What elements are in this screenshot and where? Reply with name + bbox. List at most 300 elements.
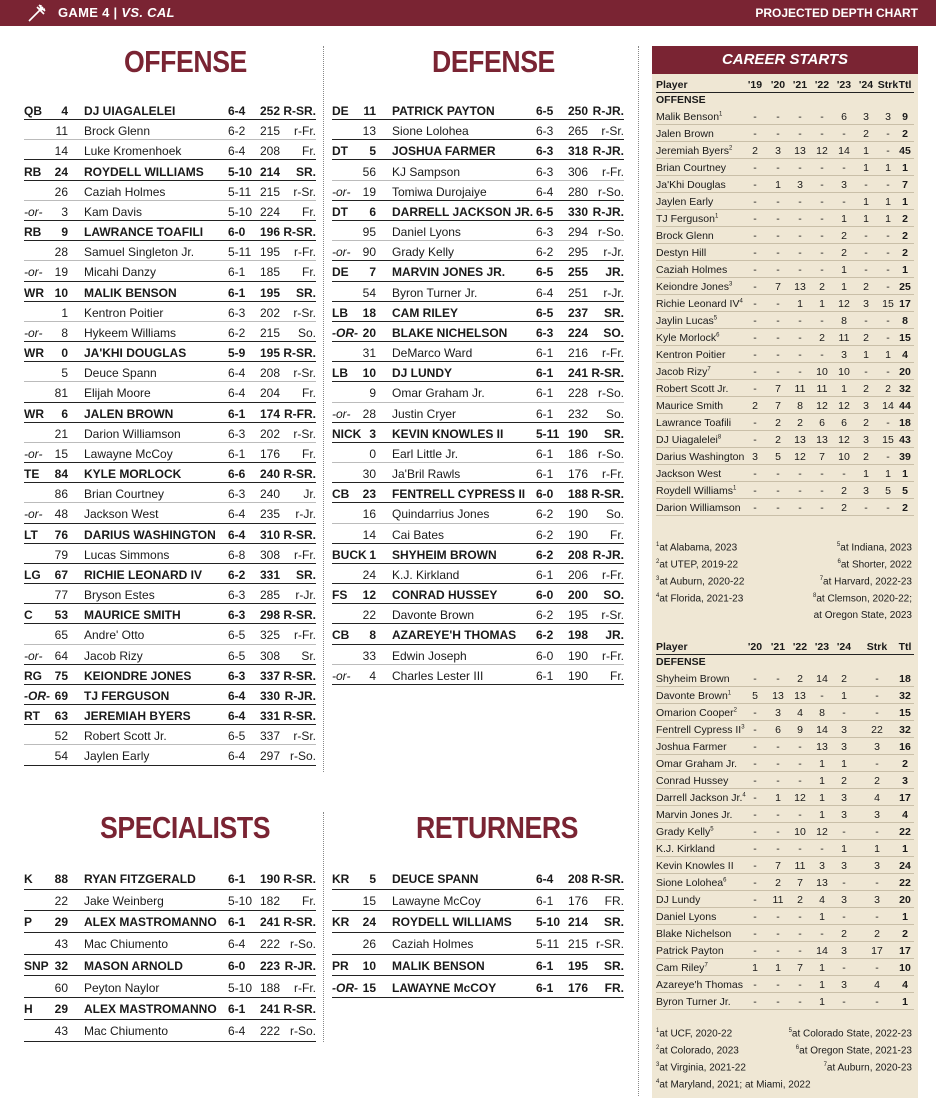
player-name: MASON ARNOLD: [84, 958, 183, 973]
footnote-marker: 4: [656, 593, 660, 599]
player-height: 6-0: [228, 225, 246, 240]
depth-row: [332, 161, 624, 181]
career-player-name: Roydell Williams$^1$: [656, 485, 737, 497]
starts-value: 18: [899, 673, 911, 685]
starts-value: -: [820, 162, 824, 174]
jersey-number: 28: [54, 245, 68, 260]
starts-value: -: [886, 230, 890, 242]
starts-value: -: [875, 707, 879, 719]
depth-row: [24, 282, 316, 302]
career-starts-row: [656, 499, 914, 516]
depth-row: [24, 933, 316, 955]
footnote: [814, 610, 912, 621]
starts-value: 14: [838, 145, 850, 157]
player-height: 6-4: [228, 527, 246, 542]
player-height: 6-4: [228, 688, 246, 703]
starts-value: 3: [874, 894, 880, 906]
starts-value: -: [776, 162, 780, 174]
player-height: 6-5: [228, 729, 246, 744]
player-weight: 331: [260, 567, 281, 582]
player-class: r-So.: [289, 749, 316, 764]
defense-heading: DEFENSE: [432, 44, 555, 79]
player-height: 6-4: [228, 937, 246, 952]
player-name: AZAREYE'H THOMAS: [392, 628, 517, 643]
starts-value: -: [798, 349, 802, 361]
player-weight: 195: [260, 285, 281, 300]
depth-row: [24, 955, 316, 977]
starts-value: -: [875, 877, 879, 889]
jersey-number: 22: [362, 608, 376, 623]
player-weight: 252: [260, 104, 281, 118]
depth-row: [332, 524, 624, 544]
starts-value: 2: [841, 775, 847, 787]
starts-value: -: [820, 111, 824, 123]
depth-row: [332, 322, 624, 342]
starts-value: 3: [874, 741, 880, 753]
career-player-name: Kyle Morlock$^6$: [656, 332, 720, 344]
starts-value: 1: [841, 213, 847, 225]
player-class: R-SR.: [283, 668, 316, 683]
starts-value: 39: [899, 451, 911, 463]
starts-value: 1: [841, 690, 847, 702]
starts-value: -: [776, 468, 780, 480]
career-starts-row: [656, 448, 914, 465]
career-player-name: Joshua Farmer: [656, 741, 727, 753]
player-class: R-FR.: [284, 406, 316, 421]
starts-value: -: [842, 196, 846, 208]
player-class: SR.: [603, 958, 624, 973]
starts-value: 1: [863, 468, 869, 480]
starts-value: 2: [797, 673, 803, 685]
starts-value: 3: [797, 179, 803, 191]
footnote-marker: 6: [723, 877, 727, 884]
footnote: [656, 1079, 811, 1090]
depth-row: [332, 100, 624, 120]
career-starts-row: [656, 993, 914, 1010]
starts-value: 2: [863, 451, 869, 463]
footnote: [656, 1028, 732, 1039]
player-class: Fr.: [302, 144, 316, 159]
depth-row: [24, 624, 316, 644]
player-class: R-SR.: [283, 346, 316, 361]
starts-value: -: [776, 758, 780, 770]
depth-row: [332, 362, 624, 382]
jersey-number: 16: [362, 507, 376, 522]
starts-value: 3: [874, 860, 880, 872]
player-name: TJ FERGUSON: [84, 688, 170, 703]
footnote-marker: 6: [716, 332, 720, 339]
player-name: LAWAYNE McCOY: [392, 980, 497, 995]
player-weight: 237: [568, 305, 589, 320]
depth-row: [332, 911, 624, 933]
column-header: Player: [656, 641, 688, 653]
starts-value: -: [798, 213, 802, 225]
player-class: r-Sr.: [293, 366, 316, 381]
starts-value: -: [776, 502, 780, 514]
starts-value: -: [820, 485, 824, 497]
player-name: Peyton Naylor: [84, 980, 160, 995]
jersey-number: 19: [54, 265, 68, 280]
career-player-name: Keiondre Jones$^3$: [656, 281, 733, 293]
footnote-text: at Colorado State, 2022-23: [791, 1028, 912, 1040]
player-class: r-Fr.: [294, 124, 316, 139]
footnote-marker: 3: [741, 724, 745, 731]
footnote-marker: 5: [710, 826, 714, 833]
starts-value: 1: [863, 349, 869, 361]
starts-value: -: [842, 877, 846, 889]
starts-value: -: [753, 826, 757, 838]
starts-value: 11: [794, 383, 806, 395]
starts-value: 14: [816, 945, 828, 957]
starts-value: -: [842, 826, 846, 838]
player-name: Mac Chiumento: [84, 1023, 169, 1038]
position-label: -or-: [24, 204, 43, 219]
starts-value: 3: [775, 145, 781, 157]
starts-value: -: [798, 128, 802, 140]
player-class: JR.: [605, 628, 624, 643]
career-starts-row: [656, 363, 914, 380]
starts-value: 1: [819, 298, 825, 310]
footnote-text: at Clemson, 2020-22;: [816, 593, 912, 605]
career-player-name: Brock Glenn: [656, 230, 714, 242]
career-player-name: Byron Turner Jr.: [656, 996, 731, 1008]
player-class: r-So.: [597, 446, 624, 461]
player-name: Micahi Danzy: [84, 265, 157, 280]
footnote: [656, 1062, 746, 1073]
jersey-number: 86: [54, 487, 68, 502]
player-name: Byron Turner Jr.: [392, 285, 478, 300]
starts-value: 2: [775, 434, 781, 446]
player-name: Daniel Lyons: [392, 225, 461, 240]
career-player-name: Shyheim Brown: [656, 673, 730, 685]
depth-row: [24, 725, 316, 745]
starts-value: 3: [752, 451, 758, 463]
player-height: 6-1: [228, 285, 246, 300]
jersey-number: 67: [54, 567, 68, 582]
starts-value: -: [864, 315, 868, 327]
starts-value: -: [753, 230, 757, 242]
jersey-number: 77: [54, 588, 68, 603]
player-class: r-Fr.: [602, 467, 624, 482]
starts-value: 8: [819, 707, 825, 719]
player-height: 6-2: [228, 325, 246, 340]
position-label: PR: [332, 958, 349, 973]
starts-value: 3: [874, 809, 880, 821]
player-name: Tomiwa Durojaiye: [392, 184, 487, 199]
starts-value: 16: [899, 741, 911, 753]
career-player-name: Marvin Jones Jr.: [656, 809, 733, 821]
starts-value: 1: [841, 758, 847, 770]
footnote-marker: 8: [813, 593, 817, 599]
footnote-marker: 5: [788, 1028, 792, 1034]
column-header: Strk: [866, 641, 888, 653]
player-class: r-Sr.: [293, 729, 316, 744]
starts-value: -: [820, 349, 824, 361]
player-height: 5-10: [228, 893, 253, 908]
player-weight: 190: [568, 507, 589, 522]
starts-value: 11: [794, 860, 806, 872]
starts-value: 3: [863, 434, 869, 446]
starts-value: -: [886, 417, 890, 429]
jersey-number: 5: [61, 366, 68, 381]
player-weight: 298: [260, 608, 281, 623]
starts-value: -: [753, 741, 757, 753]
player-name: Grady Kelly: [392, 245, 455, 260]
career-player-name: DJ Lundy: [656, 894, 701, 906]
position-label: -or-: [24, 265, 43, 280]
starts-value: 44: [899, 400, 911, 412]
player-height: 6-6: [228, 467, 246, 482]
depth-row: [332, 564, 624, 584]
position-label: TE: [24, 467, 40, 482]
starts-value: -: [798, 332, 802, 344]
footnote-text: at UTEP, 2019-22: [659, 559, 739, 571]
player-weight: 241: [260, 1002, 281, 1017]
starts-value: 10: [838, 451, 850, 463]
player-class: r-Sr.: [293, 184, 316, 199]
depth-row: [24, 584, 316, 604]
player-class: r-Sr.: [293, 305, 316, 320]
starts-value: 3: [863, 485, 869, 497]
starts-value: 12: [794, 451, 806, 463]
player-height: 6-1: [536, 958, 554, 973]
starts-value: 4: [902, 349, 908, 361]
player-height: 6-2: [228, 567, 246, 582]
starts-value: 2: [902, 128, 908, 140]
player-weight: 190: [568, 527, 589, 542]
player-weight: 285: [260, 588, 281, 603]
career-starts-row: [656, 142, 914, 159]
footnote-marker: 2: [733, 707, 737, 714]
career-starts-row: [656, 687, 914, 704]
player-height: 6-1: [228, 872, 246, 886]
starts-value: -: [753, 724, 757, 736]
player-weight: 325: [260, 628, 281, 643]
starts-value: -: [798, 366, 802, 378]
career-player-name: Jaylin Lucas$^5$: [656, 315, 718, 327]
player-class: Fr.: [302, 446, 316, 461]
position-label: -or-: [332, 406, 351, 421]
starts-value: -: [776, 741, 780, 753]
footnote-marker: 6: [837, 559, 841, 565]
footnote: [656, 593, 743, 604]
player-name: DEUCE SPANN: [392, 872, 479, 886]
career-starts-title: CAREER STARTS: [652, 46, 918, 74]
footnote: [837, 542, 912, 553]
career-player-name: Jacob Rizy$^7$: [656, 366, 711, 378]
player-weight: 214: [568, 915, 589, 930]
starts-value: -: [753, 928, 757, 940]
player-name: Kentron Poitier: [84, 305, 164, 320]
starts-value: 8: [841, 315, 847, 327]
defense-subheading: [656, 653, 914, 670]
career-player-name: Azareye'h Thomas: [656, 979, 744, 991]
jersey-number: 1: [369, 547, 376, 562]
career-player-name: Maurice Smith: [656, 400, 724, 412]
depth-row: [24, 463, 316, 483]
footnote-text: at Oregon State, 2023: [813, 610, 912, 621]
player-height: 6-3: [536, 164, 554, 179]
depth-row: [332, 645, 624, 665]
starts-value: 3: [841, 741, 847, 753]
starts-value: 4: [874, 979, 880, 991]
jersey-number: 13: [362, 124, 376, 139]
player-weight: 330: [568, 204, 589, 219]
career-player-name: Omarion Cooper$^2$: [656, 707, 737, 719]
player-class: r-So.: [289, 1023, 316, 1038]
player-name: RICHIE LEONARD IV: [84, 567, 203, 582]
player-name: Hykeem Williams: [84, 325, 177, 340]
starts-value: 14: [816, 724, 828, 736]
player-weight: 294: [568, 225, 589, 240]
footnote-text: at Florida, 2021-23: [659, 593, 744, 605]
player-weight: 224: [260, 204, 281, 219]
jersey-number: 54: [362, 285, 376, 300]
position-label: -or-: [332, 245, 351, 260]
footnote-marker: 5: [713, 315, 718, 322]
starts-value: -: [820, 230, 824, 242]
footnote-marker: 1: [727, 690, 732, 697]
starts-value: 10: [816, 366, 828, 378]
player-height: 6-4: [536, 184, 554, 199]
starts-value: 32: [899, 383, 911, 395]
offense-subheading: [656, 91, 914, 108]
specialists-heading: SPECIALISTS: [100, 810, 271, 845]
player-height: 6-2: [536, 507, 554, 522]
starts-value: 4: [902, 809, 908, 821]
column-separator: [323, 812, 324, 1042]
jersey-number: 6: [61, 406, 68, 421]
footnote-text: at Indiana, 2023: [840, 542, 912, 554]
depth-row: [332, 544, 624, 564]
player-name: Jaylen Early: [84, 749, 150, 764]
starts-value: 3: [819, 860, 825, 872]
starts-value: 17: [899, 792, 911, 804]
depth-row: [24, 645, 316, 665]
depth-row: [24, 483, 316, 503]
position-label: -or-: [24, 325, 43, 340]
starts-value: -: [798, 264, 802, 276]
starts-value: -: [753, 775, 757, 787]
player-weight: 310: [260, 527, 281, 542]
starts-value: 3: [775, 707, 781, 719]
player-name: Mac Chiumento: [84, 937, 169, 952]
starts-value: -: [820, 843, 824, 855]
depth-row: [24, 1020, 316, 1042]
career-player-name: Kevin Knowles II: [656, 860, 734, 872]
player-name: Darion Williamson: [84, 426, 181, 441]
career-starts-row: [656, 908, 914, 925]
player-height: 6-1: [228, 446, 246, 461]
column-header: Ttl: [898, 79, 912, 91]
player-weight: 265: [568, 124, 589, 139]
career-player-name: DJ Uiagalelei$^8$: [656, 434, 722, 446]
player-name: Jackson West: [84, 507, 159, 522]
starts-value: 9: [797, 724, 803, 736]
player-class: r-Fr.: [294, 628, 316, 643]
player-name: Luke Kromenhoek: [84, 144, 182, 159]
position-label: LG: [24, 567, 41, 582]
player-weight: 255: [568, 265, 589, 280]
starts-value: 10: [899, 962, 911, 974]
starts-value: -: [753, 162, 757, 174]
player-height: 6-1: [228, 915, 246, 930]
position-label: WR: [24, 406, 44, 421]
career-starts-row: [656, 431, 914, 448]
player-weight: 280: [568, 184, 589, 199]
depth-row: [24, 201, 316, 221]
jersey-number: 22: [54, 893, 68, 908]
depth-row: [332, 955, 624, 977]
jersey-number: 11: [363, 104, 376, 118]
starts-value: -: [864, 179, 868, 191]
player-height: 6-3: [228, 426, 246, 441]
starts-value: 1: [863, 196, 869, 208]
player-height: 6-3: [536, 124, 554, 139]
player-height: 6-3: [228, 305, 246, 320]
position-label: -or-: [332, 668, 351, 683]
starts-value: -: [753, 843, 757, 855]
starts-value: 1: [902, 468, 908, 480]
column-header: Player: [656, 79, 688, 91]
footnote-text: at Oregon State, 2021-23: [799, 1045, 912, 1057]
depth-row: [24, 524, 316, 544]
starts-value: 7: [775, 860, 781, 872]
starts-value: 13: [794, 434, 806, 446]
career-player-name: Brian Courtney: [656, 162, 727, 174]
starts-value: -: [875, 673, 879, 685]
player-class: R-SR.: [283, 104, 316, 118]
starts-value: 3: [841, 945, 847, 957]
starts-value: 2: [874, 928, 880, 940]
player-name: Sione Lolohea: [392, 124, 469, 139]
player-height: 6-3: [228, 608, 246, 623]
depth-row: [332, 302, 624, 322]
depth-row: [332, 604, 624, 624]
starts-value: -: [886, 264, 890, 276]
starts-value: 12: [816, 826, 828, 838]
jersey-number: 0: [369, 446, 376, 461]
starts-value: -: [753, 128, 757, 140]
player-class: R-JR.: [592, 144, 624, 159]
player-height: 6-1: [228, 265, 246, 280]
player-name: SHYHEIM BROWN: [392, 547, 497, 562]
player-class: r-Fr.: [294, 547, 316, 562]
starts-value: -: [776, 111, 780, 123]
player-class: SR.: [295, 567, 316, 582]
starts-value: 1: [885, 468, 891, 480]
player-height: 6-1: [536, 446, 554, 461]
starts-value: -: [798, 775, 802, 787]
starts-value: -: [753, 213, 757, 225]
footnote: [824, 1062, 912, 1073]
starts-value: 18: [899, 417, 911, 429]
starts-value: 12: [838, 298, 850, 310]
player-class: R-SR.: [591, 487, 624, 502]
career-player-name: Robert Scott Jr.: [656, 383, 729, 395]
jersey-number: 76: [54, 527, 68, 542]
starts-value: 1: [775, 792, 781, 804]
starts-value: -: [798, 315, 802, 327]
starts-value: -: [864, 247, 868, 259]
player-class: Fr.: [302, 386, 316, 401]
player-class: FR.: [604, 893, 624, 908]
player-weight: 188: [260, 980, 281, 995]
starts-value: -: [753, 434, 757, 446]
player-weight: 214: [260, 164, 281, 179]
starts-value: 1: [885, 196, 891, 208]
starts-value: 2: [841, 502, 847, 514]
